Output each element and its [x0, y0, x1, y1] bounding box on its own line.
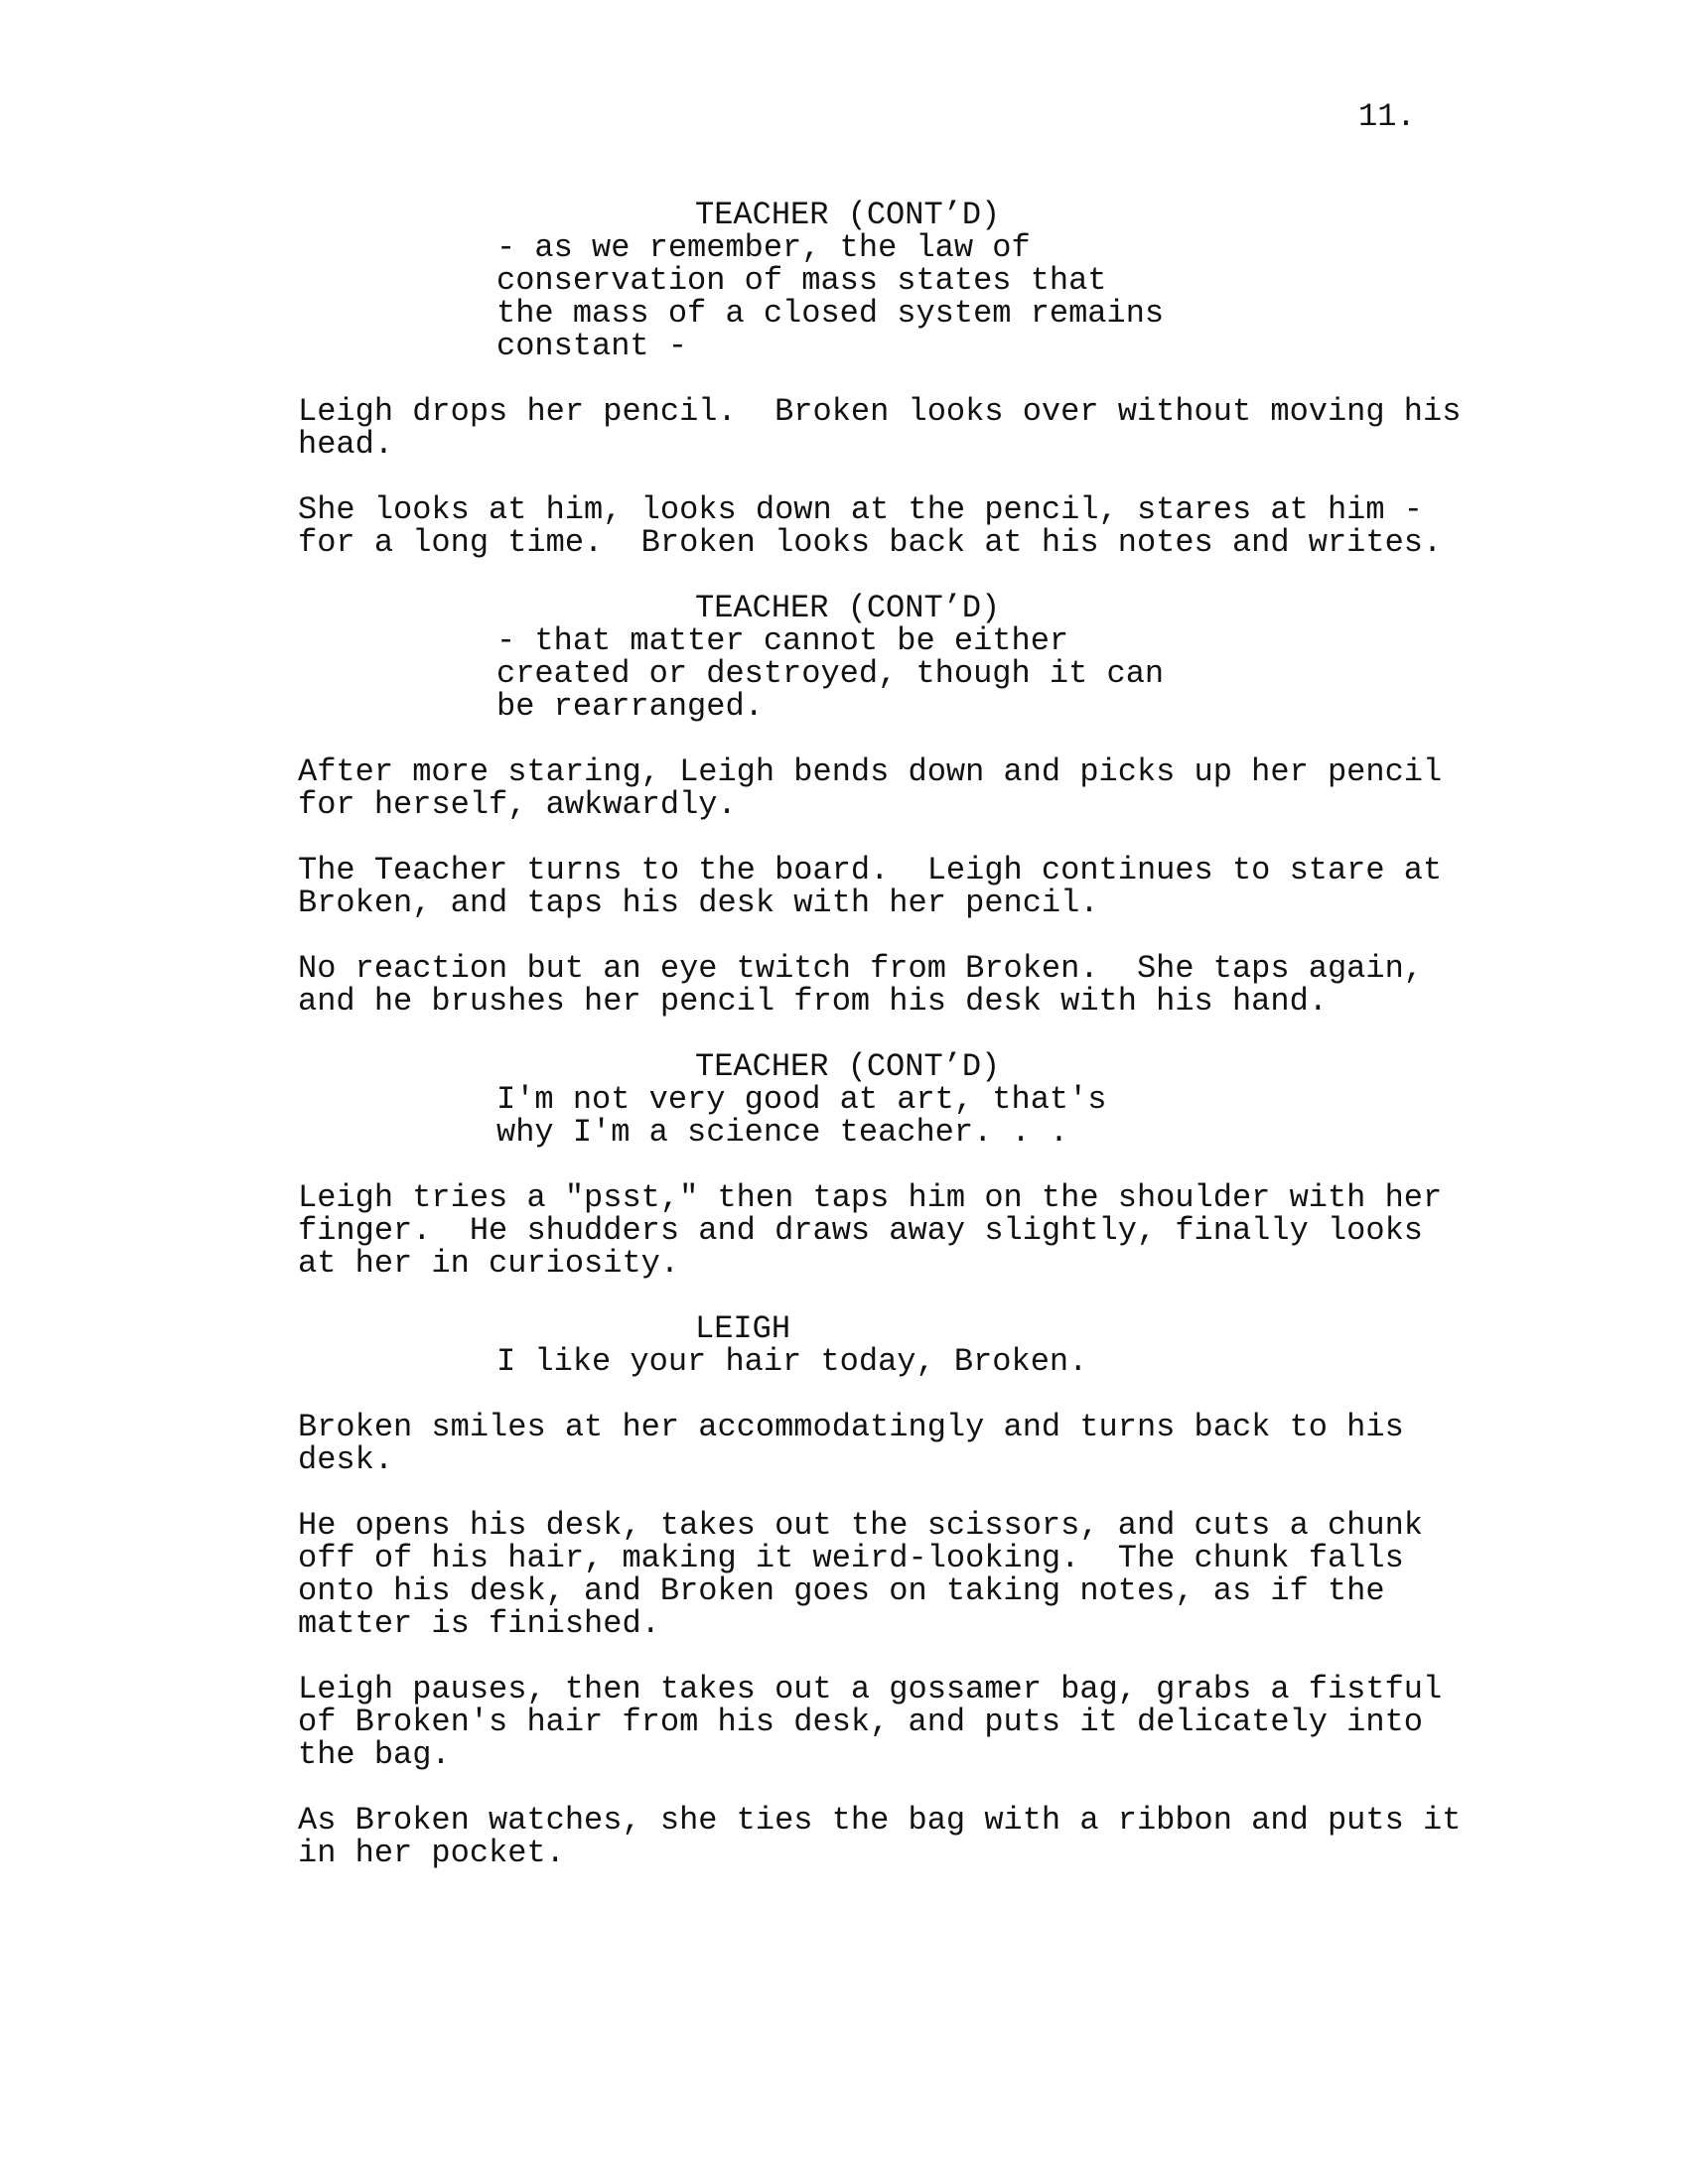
- action-line: She looks at him, looks down at the pencil, stares at him -: [298, 491, 1423, 528]
- character-name: TEACHER (CONT’D): [695, 197, 1001, 233]
- action-line: Leigh tries a "psst," then taps him on the shoulder with her: [298, 1179, 1443, 1216]
- action-line: desk.: [298, 1441, 394, 1478]
- action-line: in her pocket.: [298, 1835, 565, 1871]
- dialogue-line: be rearranged.: [496, 688, 764, 725]
- action-line: for herself, awkwardly.: [298, 786, 737, 823]
- action-line: Leigh pauses, then takes out a gossamer bag, grabs a fistful: [298, 1671, 1443, 1707]
- action-line: finger. He shudders and draws away slightly, finally looks: [298, 1212, 1423, 1249]
- action-line: Leigh drops her pencil. Broken looks over without moving his: [298, 393, 1462, 430]
- action-line: No reaction but an eye twitch from Broken. She taps again,: [298, 950, 1423, 987]
- action-block: [298, 1411, 1489, 1476]
- dialogue-line: - as we remember, the law of: [496, 229, 1031, 266]
- character-name: TEACHER (CONT’D): [695, 590, 1001, 626]
- action-block: [298, 755, 1489, 821]
- action-block: [298, 854, 1489, 919]
- action-line: of Broken's hair from his desk, and puts it delicately into: [298, 1704, 1423, 1740]
- dialogue-line: - that matter cannot be either: [496, 622, 1069, 659]
- dialogue-line: conservation of mass states that: [496, 262, 1107, 299]
- action-line: at her in curiosity.: [298, 1245, 680, 1282]
- character-name: TEACHER (CONT’D): [695, 1048, 1001, 1085]
- action-block: [298, 952, 1489, 1018]
- character-name: LEIGH: [695, 1310, 791, 1347]
- action-line: for a long time. Broken looks back at his notes and writes.: [298, 524, 1443, 561]
- page-number: 11.: [1358, 98, 1416, 135]
- action-block: [298, 395, 1489, 461]
- action-line: matter is finished.: [298, 1605, 660, 1642]
- action-line: off of his hair, making it weird-looking. The chunk falls: [298, 1540, 1404, 1576]
- dialogue-block: [298, 1312, 1489, 1378]
- action-line: Broken, and taps his desk with her pencil.: [298, 885, 1099, 921]
- action-line: the bag.: [298, 1736, 451, 1773]
- action-block: [298, 1181, 1489, 1280]
- action-line: and he brushes her pencil from his desk with his hand.: [298, 983, 1328, 1020]
- dialogue-block: [298, 592, 1489, 723]
- action-line: onto his desk, and Broken goes on taking notes, as if the: [298, 1572, 1385, 1609]
- screenplay-body: [298, 199, 1489, 1902]
- dialogue-line: I'm not very good at art, that's: [496, 1081, 1107, 1118]
- dialogue-block: [298, 1050, 1489, 1149]
- dialogue-line: constant -: [496, 328, 688, 364]
- dialogue-line: I like your hair today, Broken.: [496, 1343, 1088, 1380]
- dialogue-line: why I'm a science teacher. . .: [496, 1114, 1069, 1151]
- action-block: [298, 493, 1489, 559]
- action-block: [298, 1673, 1489, 1771]
- action-line: head.: [298, 426, 394, 463]
- action-line: As Broken watches, she ties the bag with a ribbon and puts it: [298, 1802, 1462, 1839]
- action-line: Broken smiles at her accommodatingly and turns back to his: [298, 1409, 1404, 1445]
- action-line: The Teacher turns to the board. Leigh continues to stare at: [298, 852, 1443, 888]
- action-line: He opens his desk, takes out the scissors, and cuts a chunk: [298, 1507, 1423, 1544]
- dialogue-block: [298, 199, 1489, 362]
- action-block: [298, 1509, 1489, 1640]
- action-block: [298, 1804, 1489, 1869]
- action-line: After more staring, Leigh bends down and picks up her pencil: [298, 753, 1443, 790]
- dialogue-line: the mass of a closed system remains: [496, 295, 1165, 332]
- dialogue-line: created or destroyed, though it can: [496, 655, 1165, 692]
